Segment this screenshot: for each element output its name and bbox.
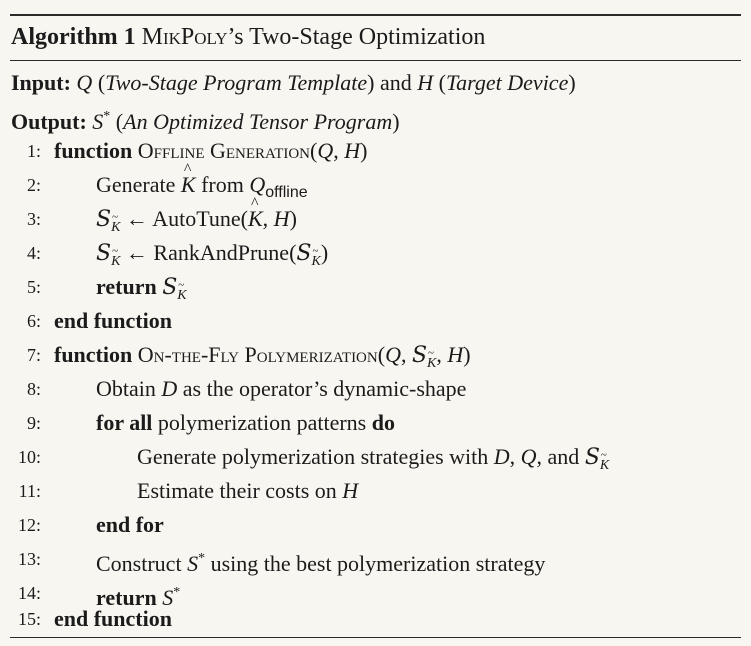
statement-text: Obtain [96,376,156,401]
set-s: S [96,207,112,232]
line-number: 9: [26,413,41,433]
bottom-rule [10,637,741,638]
keyword-function: function [54,342,133,367]
line-number: 13: [17,549,41,569]
output-keyword: Output: [11,109,87,134]
keyword-return: return [96,274,157,299]
line-number: 4: [26,243,41,263]
algo-line-10: 10: Generate polymerization strategies with D, Q, and SK ~ [0,440,751,474]
algo-line-9 [0,406,751,440]
output-line: Output: S* (An Optimized Tensor Program) [11,109,400,134]
algo-line-15 [0,602,751,636]
input-line: Input: Q (Two-Stage Program Template) and H (Target Device) [11,70,576,95]
algorithm-title-rest: ’s Two-Stage Optimization [227,24,486,50]
algo-line-6 [0,304,751,338]
algorithm-title-name: MikPoly [141,24,228,50]
subscript-k-tilde: K ~ [177,279,186,313]
statement-text: as the operator’s dynamic-shape [182,376,467,401]
input-and: and [379,70,412,95]
algo-line-2 [0,168,751,202]
line-number: 10: [17,447,41,467]
algo-line-1: 1: function Offline Generation(Q, H) [0,134,751,168]
input-h-desc: Target Device [445,70,569,95]
arg-q: Q [317,138,334,163]
keyword-for-all: for all [96,410,153,435]
keyword-function: function [54,138,133,163]
algorithm-label: Algorithm 1 [11,24,136,50]
output-s: S [92,109,104,134]
input-h: H [417,70,434,95]
q-symbol: Q [249,172,266,197]
line-number: 11: [18,481,41,501]
set-s: S [96,241,112,266]
function-call: RankAndPrune [153,240,290,265]
function-call: AutoTune [152,206,241,231]
subscript-k-tilde: K ~ [111,245,120,279]
set-s: S [162,275,178,300]
statement-text: Construct [96,551,182,576]
arg-h: H [344,138,361,163]
line-number: 1: [26,141,41,161]
line-number: 12: [17,515,41,535]
algorithm-caption [11,17,485,57]
s-symbol: S [162,585,174,610]
keyword-end-function: end function [54,308,172,333]
arg-q: Q [385,342,401,367]
input-keyword: Input: [11,70,71,95]
subscript-k-tilde: K ~ [111,211,120,245]
algo-line-4: 4: SK ~ ← RankAndPrune(SK ~) [0,236,751,270]
statement-text: polymerization patterns [157,410,367,435]
keyword-return: return [96,585,157,610]
output-star: * [103,109,111,124]
line-number: 3: [26,209,41,229]
statement-text: and [547,444,580,469]
statement-text: Estimate their costs on [137,478,337,503]
d-symbol: D [161,376,178,401]
s-symbol: S [187,551,199,576]
k-hat: K ^ [248,202,263,236]
arg-h: H [273,206,290,231]
algo-line-8 [0,372,751,406]
statement-text: Generate [96,172,176,197]
line-number: 14: [17,583,41,603]
subscript-offline: offline [265,184,308,201]
star-superscript: * [173,585,181,600]
algo-line-13 [0,542,751,576]
line-number: 7: [26,345,41,365]
set-s: S [584,445,600,470]
q-symbol: Q [520,444,537,469]
d-symbol: D [493,444,510,469]
keyword-do: do [371,410,395,435]
subscript-k-tilde: K ~ [600,449,609,483]
subscript-k-tilde: K ~ [311,245,320,279]
input-q-desc: Two-Stage Program Template [105,70,368,95]
caption-rule [10,60,741,61]
line-number: 2: [26,175,41,195]
subscript-k-tilde: K ~ [427,347,436,381]
top-rule [10,14,741,16]
statement-text: Generate polymerization strategies with [137,444,489,469]
statement-text: from [201,172,244,197]
k-hat: K ^ [181,168,196,202]
h-symbol: H [342,478,359,503]
arg-h: H [447,342,464,367]
procedure-name: Offline Generation [137,138,311,163]
line-number: 5: [26,277,41,297]
algo-line-11 [0,474,751,508]
set-s: S [296,241,312,266]
assign-arrow: ← [125,206,148,231]
set-s: S [411,343,428,368]
procedure-name: On-the-Fly Polymerization [137,342,378,367]
output-desc: An Optimized Tensor Program [123,109,393,134]
statement-text: using the best polymerization strategy [210,551,546,576]
line-number: 8: [26,379,41,399]
algo-line-5 [0,270,751,304]
keyword-end-for: end for [96,512,164,537]
algo-line-12 [0,508,751,542]
keyword-end-function: end function [54,606,172,631]
line-number: 15: [17,609,41,629]
line-number: 6: [26,311,41,331]
assign-arrow: ← [125,240,148,265]
input-q: Q [76,70,93,95]
algo-line-7: 7: function On-the-Fly Polymerization(Q, SK ~, H) [0,338,751,372]
algo-line-3: 3: SK ~ ← AutoTune(K ^, H) [0,202,751,236]
star-superscript: * [198,551,206,566]
